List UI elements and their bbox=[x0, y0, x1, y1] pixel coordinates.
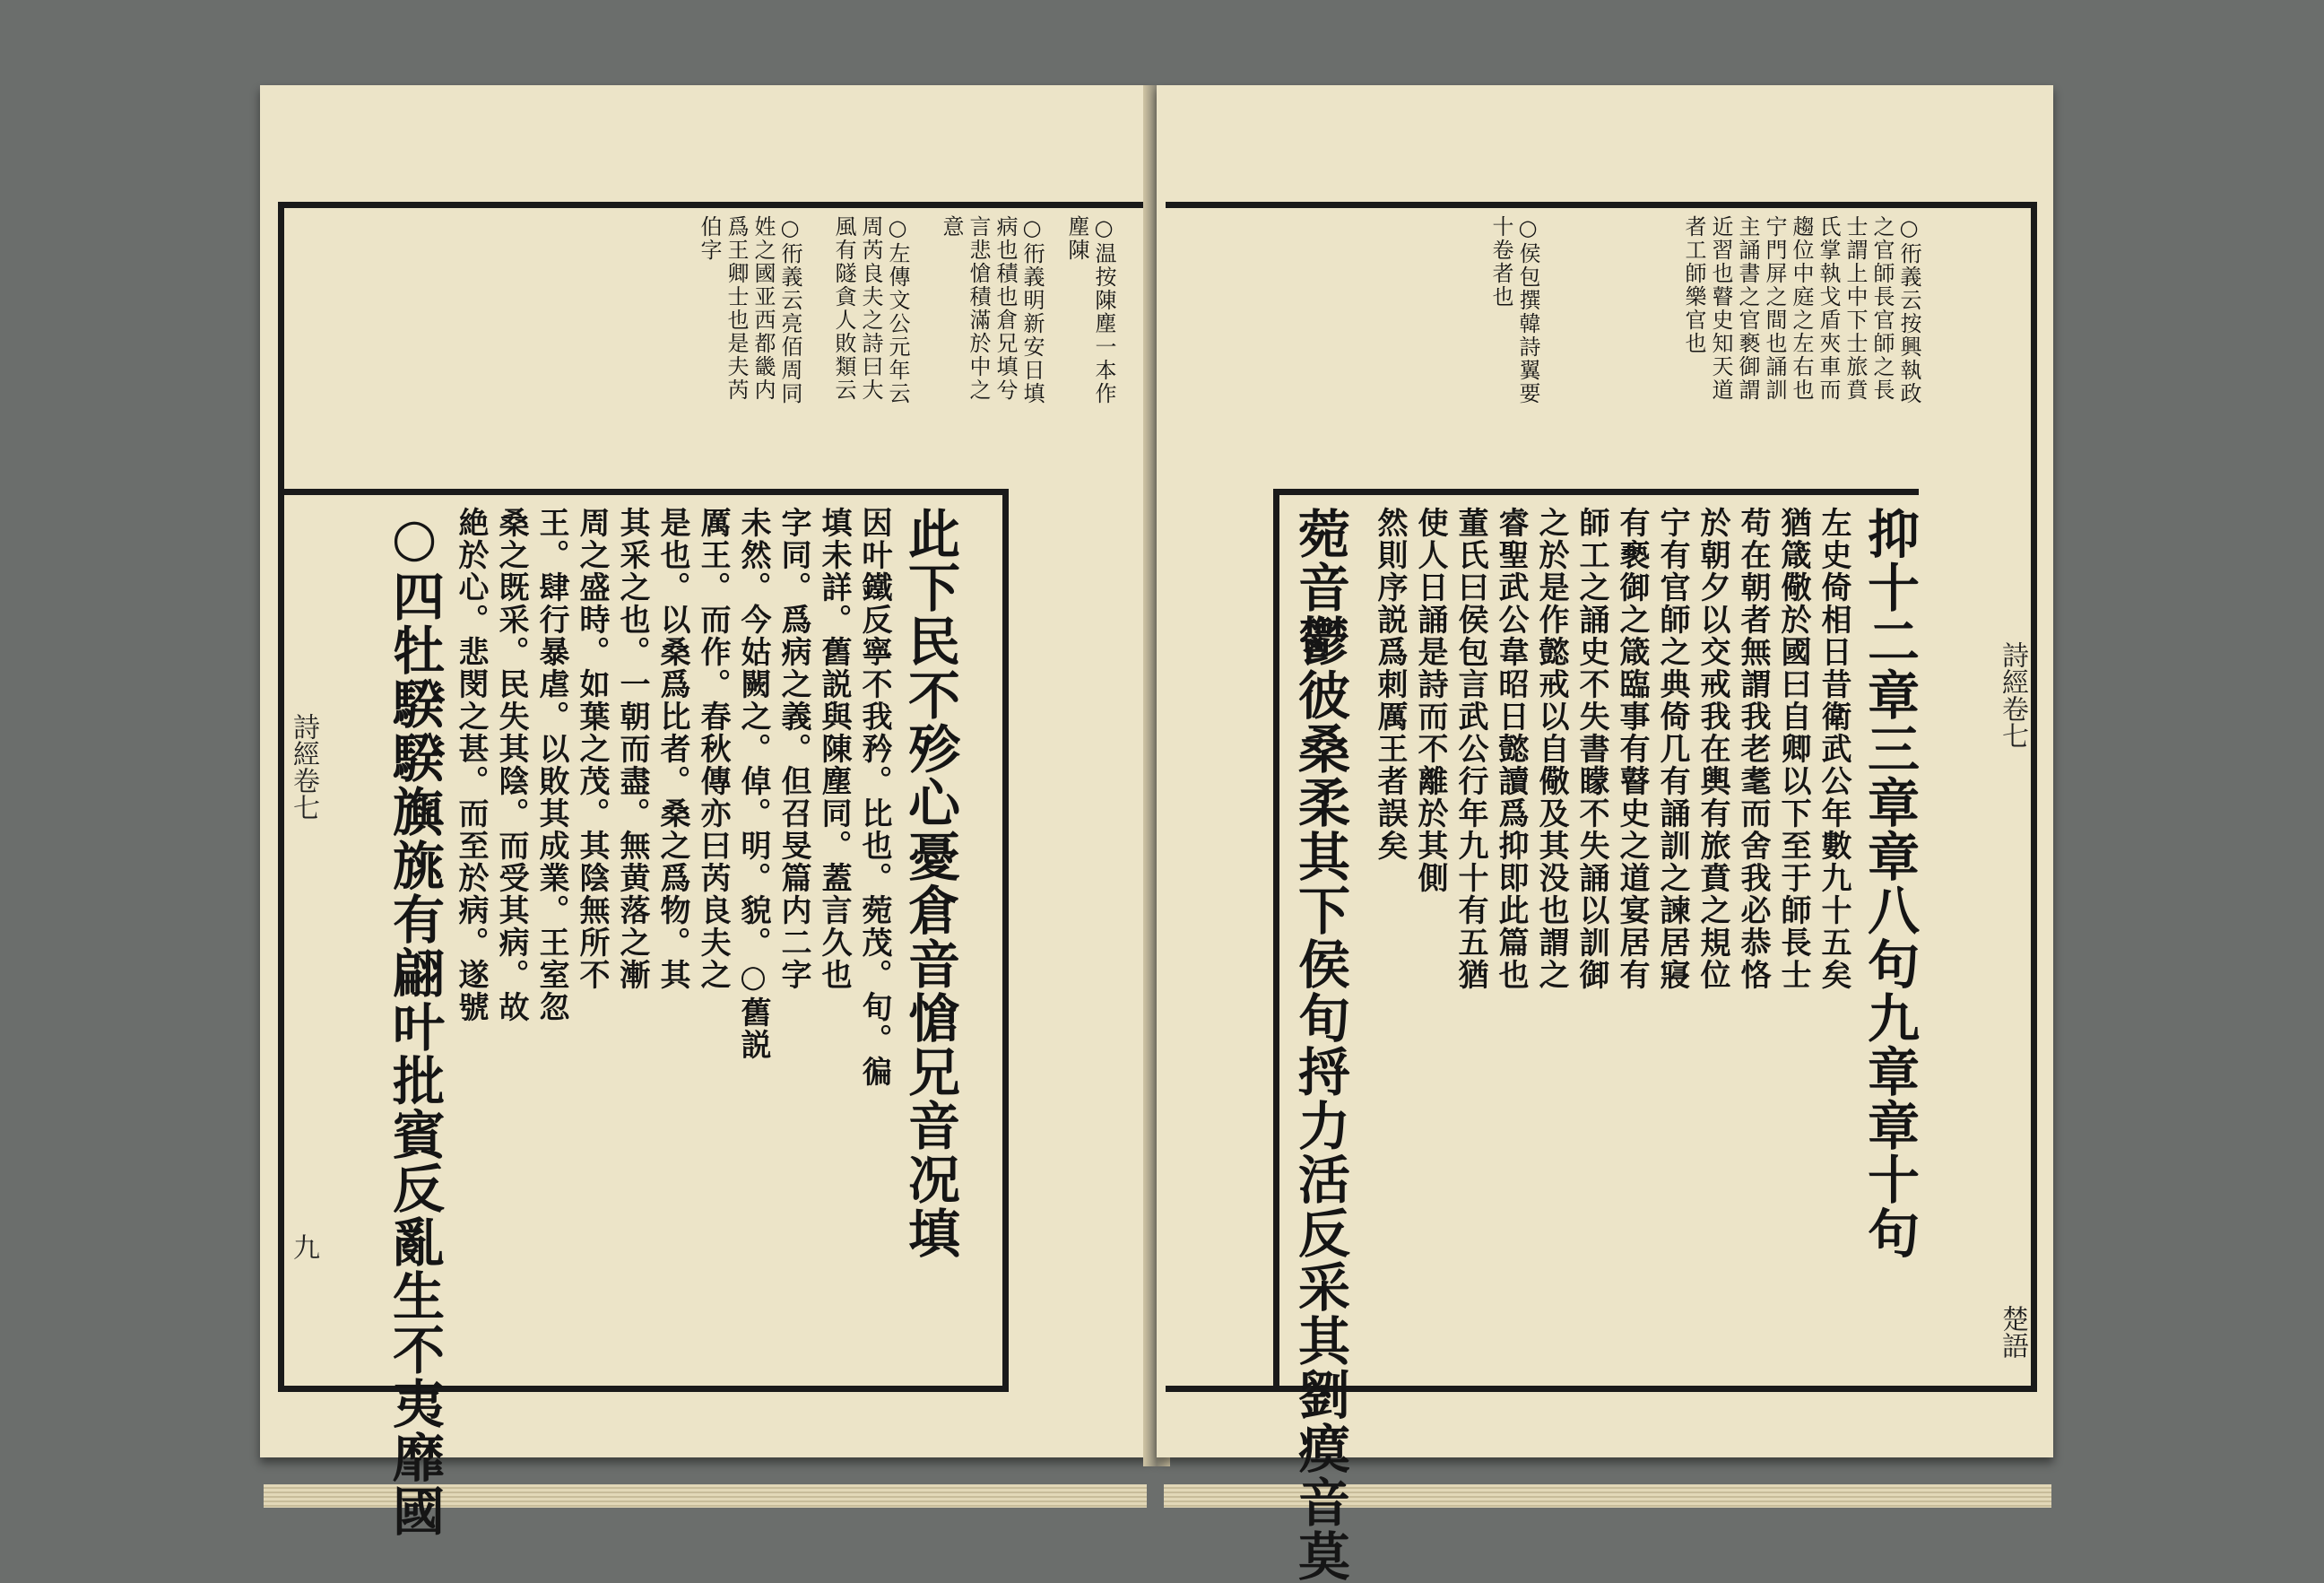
main-col: 字同。爲病之義。但召旻篇内二字 bbox=[776, 507, 811, 991]
note-col: 趨位中庭之左右也 bbox=[1789, 215, 1814, 402]
main-col: 桑之既采。民失其陰。而受其病。故 bbox=[493, 507, 529, 1023]
main-col: 填未詳。舊説與陳塵同。蓋言久也 bbox=[816, 507, 852, 991]
right-folio-label: 詩經卷七 bbox=[1997, 641, 2028, 749]
left-box-right-rule bbox=[1002, 489, 1009, 1392]
note-col: 近習也瞽史知天道 bbox=[1708, 215, 1733, 402]
note-col: ○衎義云按興執政 bbox=[1896, 215, 1921, 405]
note-col: 姓之國亚西都畿内 bbox=[750, 215, 776, 402]
main-col: 周之盛時。如葉之茂。其陰無所不 bbox=[574, 507, 610, 991]
main-col: 厲王。而作。春秋傳亦曰芮良夫之 bbox=[695, 507, 731, 991]
main-col: 未然。今姑闕之。倬。明。貌。○舊説 bbox=[735, 507, 771, 1061]
note-col: 風有隧貪人敗類云 bbox=[831, 215, 856, 402]
note-col: ○衎義云亮佰周同 bbox=[777, 215, 802, 405]
note-col: 宁門屏之間也誦訓 bbox=[1762, 215, 1787, 402]
left-top-rule bbox=[278, 202, 1143, 208]
open-book bbox=[260, 85, 2071, 1583]
main-col: 使人日誦是詩而不離於其側 bbox=[1412, 507, 1448, 894]
main-col: 董氏曰侯包言武公行年九十有五猶 bbox=[1452, 507, 1488, 991]
note-col: 氏掌執戈盾夾車而 bbox=[1816, 215, 1841, 402]
note-col: 十卷者也 bbox=[1488, 215, 1513, 309]
main-col: 有褻御之箴臨事有瞽史之道宴居有 bbox=[1614, 507, 1650, 991]
right-box-top-rule bbox=[1273, 489, 1919, 495]
note-col: ○温按陳塵一本作 bbox=[1091, 215, 1116, 405]
main-col: 其采之也。一朝而盡。無黄落之漸 bbox=[614, 507, 650, 991]
note-col: 士謂上中下士旅賁 bbox=[1843, 215, 1868, 402]
main-col: 宁有官師之典倚几有誦訓之諫居寢 bbox=[1654, 507, 1690, 991]
main-col: 此下民不殄心憂倉音愴兄音况填 bbox=[899, 507, 960, 1260]
note-col: 周芮良夫之詩曰大 bbox=[858, 215, 883, 402]
main-col: 睿聖武公韋昭日懿讀爲抑即此篇也 bbox=[1493, 507, 1529, 991]
left-page bbox=[260, 85, 1152, 1538]
main-col: 然則序説爲刺厲王者誤矣 bbox=[1372, 507, 1408, 862]
main-col: 苟在朝者無謂我老耄而舍我必恭恪 bbox=[1735, 507, 1771, 991]
right-box-left-rule bbox=[1273, 489, 1279, 1392]
note-col: ○左傳文公元年云 bbox=[885, 215, 910, 405]
right-header-label: 楚語 bbox=[1997, 1305, 2028, 1359]
left-page-number: 九 bbox=[288, 1233, 319, 1260]
note-col: 者工師樂官也 bbox=[1681, 215, 1706, 355]
note-col: 言悲愴積滿於中之 bbox=[966, 215, 991, 402]
note-col: 意 bbox=[939, 215, 964, 239]
main-col: 於朝夕以交戒我在輿有旅賁之規位 bbox=[1695, 507, 1730, 991]
left-box-top-rule bbox=[278, 489, 1009, 495]
right-top-rule bbox=[1166, 202, 2035, 208]
main-col: 菀音鬱彼桑柔其下侯旬捋力活反采其劉瘼音莫 bbox=[1289, 507, 1350, 1583]
right-outer-rule bbox=[2031, 202, 2037, 1392]
right-page bbox=[1157, 85, 2053, 1583]
main-col: 抑十二章三章章八句九章章十句 bbox=[1859, 507, 1920, 1260]
note-col: ○侯包撰韓詩翼要 bbox=[1515, 215, 1540, 405]
note-col: 爲王卿士也是夫芮 bbox=[724, 215, 749, 402]
note-col: 之官師長官師之長 bbox=[1869, 215, 1895, 402]
left-folio-label: 詩經卷七 bbox=[288, 713, 319, 821]
note-col: 伯字 bbox=[697, 215, 722, 262]
note-col: 主誦書之官褻御謂 bbox=[1735, 215, 1760, 402]
note-col: 塵陳 bbox=[1064, 215, 1089, 262]
note-col: 病也積也倉兄填兮 bbox=[993, 215, 1018, 402]
note-col: ○衎義明新安日填 bbox=[1019, 215, 1045, 405]
main-col: 師工之誦史不失書矇不失誦以訓御 bbox=[1574, 507, 1609, 991]
main-col: 是也。以桑爲比者。桑之爲物。其 bbox=[655, 507, 690, 991]
main-col: 因叶鐵反寧不我矜。比也。菀茂。旬。徧 bbox=[856, 507, 892, 1088]
main-col: 王。肆行暴虐。以敗其成業。王室忽 bbox=[533, 507, 569, 1023]
main-col: 左史倚相日昔衛武公年數九十五矣 bbox=[1816, 507, 1851, 991]
main-col: 猶箴儆於國曰自卿以下至于師長士 bbox=[1775, 507, 1811, 991]
main-col: 之於是作懿戒以自儆及其没也謂之 bbox=[1533, 507, 1569, 991]
main-col: 絶於心。悲閔之甚。而至於病。遂號 bbox=[453, 507, 489, 1023]
main-col: ○四牡騤騤旟旐有翩叶批賓反亂生不夷靡國 bbox=[384, 507, 445, 1538]
